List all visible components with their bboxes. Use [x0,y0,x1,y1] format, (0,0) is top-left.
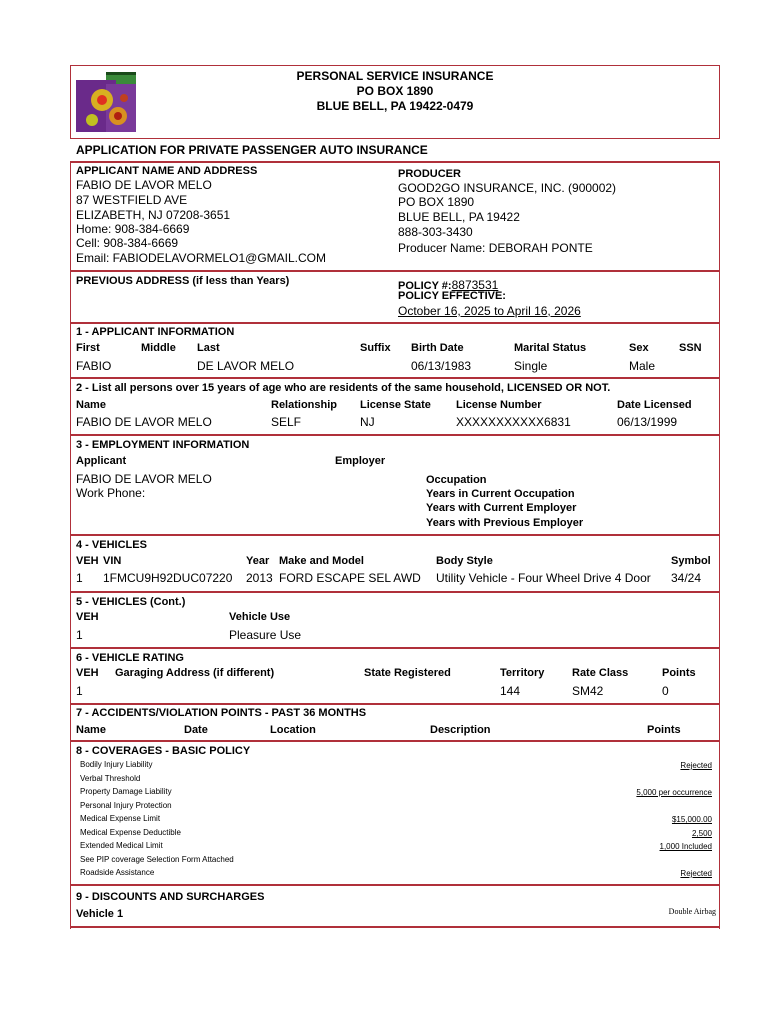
col-name: Name [76,724,106,736]
divider [70,647,720,649]
divider [70,434,720,436]
vehicle-vin: 1FMCU9H92DUC07220 [103,571,233,585]
applicant-home-phone: Home: 908-384-6669 [76,222,190,236]
col-first: First [76,342,100,354]
section-6-title: 6 - VEHICLE RATING [76,652,184,664]
divider [70,534,720,536]
previous-address-heading: PREVIOUS ADDRESS (if less than Years) [76,275,290,287]
household-name: FABIO DE LAVOR MELO [76,415,212,429]
years-occupation-label: Years in Current Occupation [426,488,575,500]
company-name: PERSONAL SERVICE INSURANCE [296,69,494,83]
producer-name: GOOD2GO INSURANCE, INC. (900002) [398,181,617,195]
policy-number: 8873531 [451,278,499,292]
coverage-property-damage: Property Damage Liability [80,787,172,796]
col-marital-status: Marital Status [514,342,587,354]
divider [70,377,720,379]
value-extended-medical: 1,000 Included [659,842,712,851]
coverage-roadside: Roadside Assistance [80,868,155,877]
vehicle-make-model: FORD ESCAPE SEL AWD [279,571,421,585]
rating-rate-class: SM42 [572,684,604,698]
col-veh: VEH [76,611,99,623]
company-address-1: PO BOX 1890 [356,84,434,98]
value-roadside: Rejected [680,869,712,878]
discount-double-airbag: Double Airbag [668,907,716,916]
value-bodily-injury: Rejected [680,761,712,770]
vehicle-body-style: Utility Vehicle - Four Wheel Drive 4 Door [436,571,651,585]
divider [70,270,720,272]
col-veh: VEH [76,555,99,567]
years-employer-label: Years with Current Employer [426,502,577,514]
col-middle: Middle [141,342,176,354]
coverage-medical-deductible: Medical Expense Deductible [80,828,181,837]
col-make-model: Make and Model [279,555,364,567]
rating-points: 0 [662,684,669,698]
vehicle-year: 2013 [246,571,273,585]
producer-box: PO BOX 1890 [398,195,475,209]
company-logo [74,70,138,134]
col-suffix: Suffix [360,342,391,354]
vehicle-number: 1 [76,628,83,642]
divider [70,161,720,163]
col-license-state: License State [360,399,431,411]
col-garaging-address: Garaging Address (if different) [115,667,275,679]
col-applicant: Applicant [76,455,127,467]
section-9-title: 9 - DISCOUNTS AND SURCHARGES [76,891,265,903]
coverage-pip-form-note: See PIP coverage Selection Form Attached [80,855,234,864]
coverage-medical-limit: Medical Expense Limit [80,814,161,823]
company-address-2: BLUE BELL, PA 19422-0479 [316,99,474,113]
col-sex: Sex [629,342,649,354]
col-vin: VIN [103,555,122,567]
col-birth-date: Birth Date [411,342,464,354]
producer-city: BLUE BELL, PA 19422 [398,210,520,224]
discount-vehicle: Vehicle 1 [76,908,124,920]
coverage-verbal-threshold: Verbal Threshold [80,774,141,783]
col-points: Points [662,667,696,679]
applicant-marital-status: Single [514,359,548,373]
vehicle-use: Pleasure Use [229,628,302,642]
work-phone-label: Work Phone: [76,486,146,500]
years-previous-label: Years with Previous Employer [426,517,584,529]
col-ssn: SSN [679,342,702,354]
policy-number-label: POLICY #: [398,280,452,292]
rating-territory: 144 [500,684,521,698]
col-territory: Territory [500,667,545,679]
col-rate-class: Rate Class [572,667,629,679]
vehicle-symbol: 34/24 [671,571,702,585]
section-2-title: 2 - List all persons over 15 years of age who are residents of the same household, LICENSED OR NOT. [76,382,611,394]
producer-contact: Producer Name: DEBORAH PONTE [398,241,593,255]
col-symbol: Symbol [671,555,711,567]
applicant-last: DE LAVOR MELO [197,359,295,373]
coverage-bodily-injury: Bodily Injury Liability [80,760,153,769]
col-description: Description [430,724,491,736]
coverage-extended-medical: Extended Medical Limit [80,841,163,850]
applicant-cell-phone: Cell: 908-384-6669 [76,236,179,250]
section-5-title: 5 - VEHICLES (Cont.) [76,596,186,608]
section-4-title: 4 - VEHICLES [76,539,147,551]
vehicle-number: 1 [76,571,83,585]
value-medical-limit: $15,000.00 [671,815,712,824]
value-property-damage: 5,000 per occurrence [636,788,712,797]
col-state-registered: State Registered [364,667,451,679]
household-relationship: SELF [271,415,302,429]
col-location: Location [270,724,316,736]
divider [70,703,720,705]
household-license-state: NJ [360,415,375,429]
applicant-street: 87 WESTFIELD AVE [76,193,188,207]
col-date-licensed: Date Licensed [617,399,692,411]
applicant-sex: Male [629,359,656,373]
applicant-city: ELIZABETH, NJ 07208-3651 [76,208,231,222]
policy-effective-label: POLICY EFFECTIVE: [398,290,506,302]
applicant-first: FABIO [76,359,112,373]
col-vehicle-use: Vehicle Use [229,611,291,623]
applicant-name: FABIO DE LAVOR MELO [76,178,212,192]
household-date-licensed: 06/13/1999 [617,415,678,429]
coverage-pip: Personal Injury Protection [80,801,172,810]
col-license-number: License Number [456,399,542,411]
divider [70,926,720,928]
employment-applicant: FABIO DE LAVOR MELO [76,472,212,486]
value-medical-deductible: 2,500 [691,829,712,838]
divider [70,740,720,742]
section-8-title: 8 - COVERAGES - BASIC POLICY [76,745,251,757]
policy-effective-dates: October 16, 2025 to April 16, 2026 [398,304,581,318]
col-employer: Employer [335,455,386,467]
col-relationship: Relationship [271,399,338,411]
divider [70,591,720,593]
occupation-label: Occupation [426,474,487,486]
producer-heading: PRODUCER [398,168,461,180]
col-date: Date [184,724,208,736]
col-name: Name [76,399,106,411]
applicant-heading: APPLICANT NAME AND ADDRESS [76,165,258,177]
col-body-style: Body Style [436,555,493,567]
col-last: Last [197,342,220,354]
form-title: APPLICATION FOR PRIVATE PASSENGER AUTO INSURANCE [76,143,428,157]
divider [70,322,720,324]
col-year: Year [246,555,270,567]
col-points: Points [647,724,681,736]
rating-vehicle-number: 1 [76,684,83,698]
section-1-title: 1 - APPLICANT INFORMATION [76,326,235,338]
applicant-birth-date: 06/13/1983 [411,359,472,373]
producer-phone: 888-303-3430 [398,225,473,239]
divider [70,884,720,886]
section-7-title: 7 - ACCIDENTS/VIOLATION POINTS - PAST 36 MONTHS [76,707,367,719]
col-veh: VEH [76,667,99,679]
household-license-number: XXXXXXXXXXX6831 [456,415,571,429]
section-3-title: 3 - EMPLOYMENT INFORMATION [76,439,250,451]
applicant-email: Email: FABIODELAVORMELO1@GMAIL.COM [76,251,327,265]
